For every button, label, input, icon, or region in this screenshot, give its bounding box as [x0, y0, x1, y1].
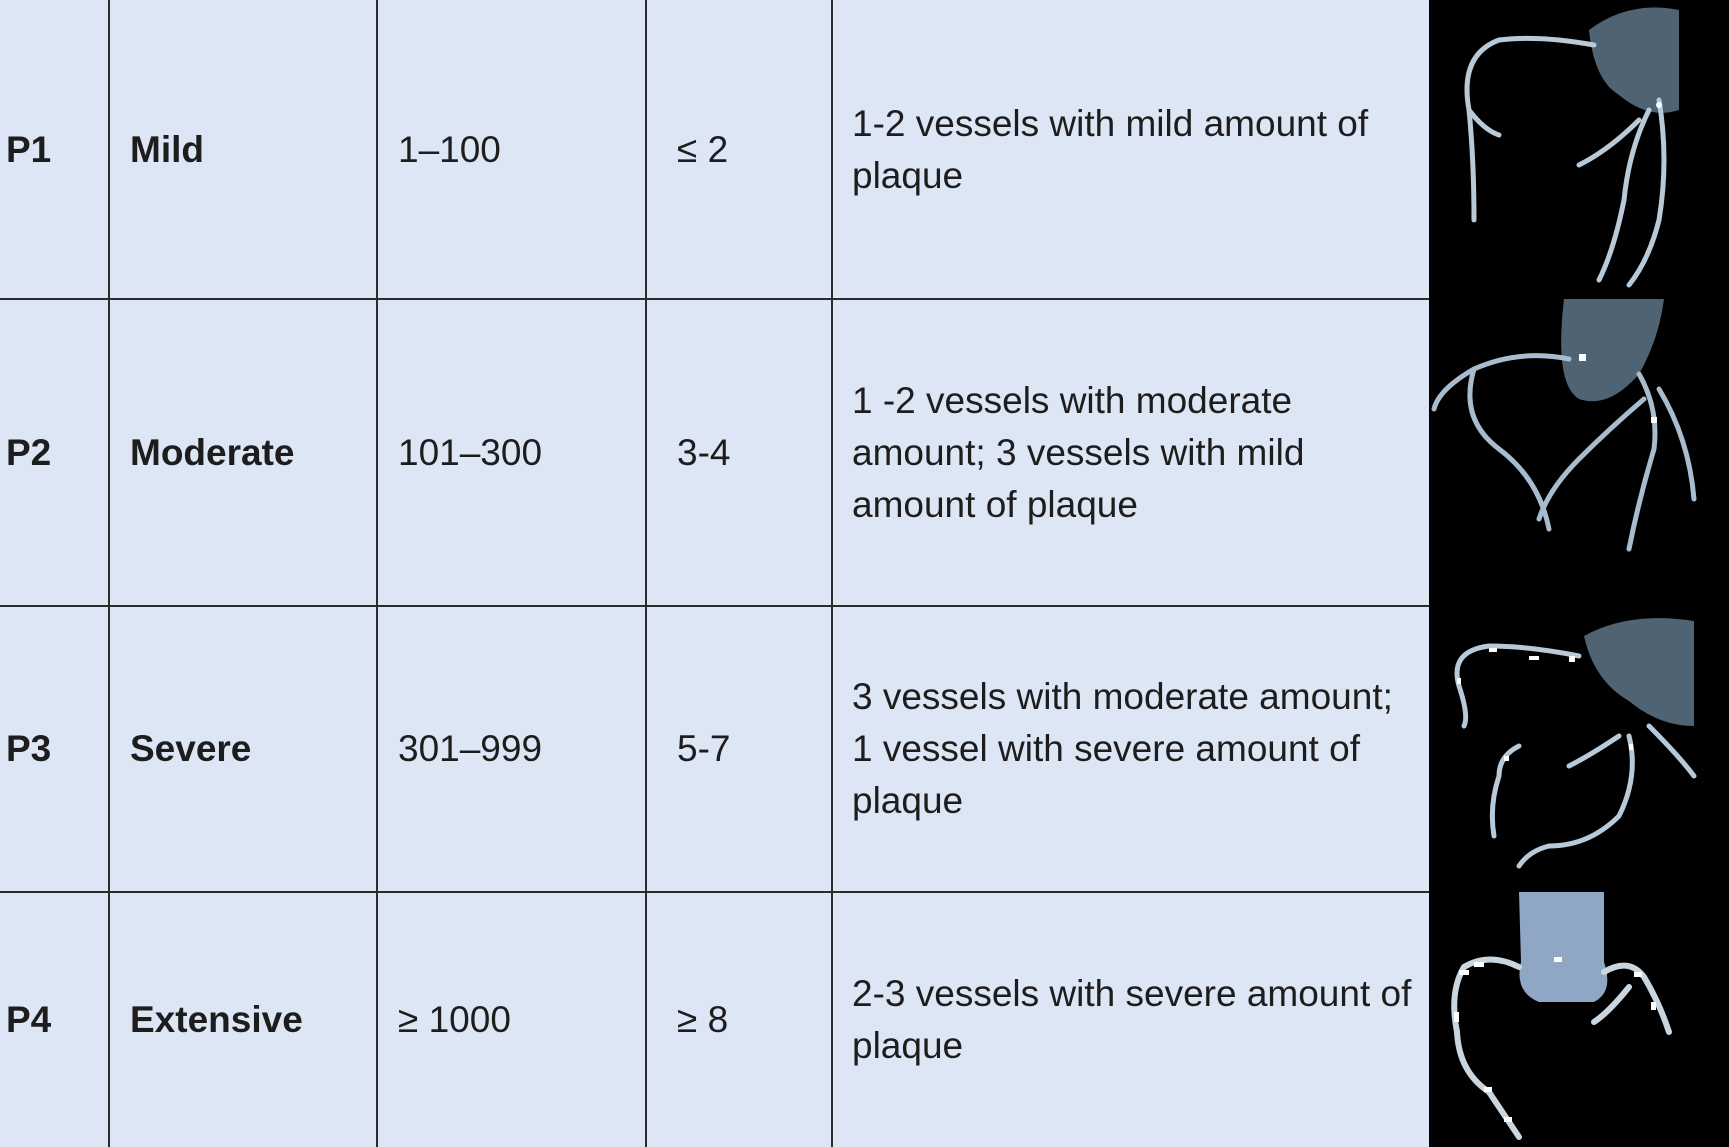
category-cell: Severe	[130, 728, 252, 769]
score-range-cell: 301–999	[398, 728, 543, 769]
grade-cell: P3	[6, 728, 52, 769]
ct-image-severe	[1429, 606, 1729, 892]
ct-image-mild	[1429, 0, 1729, 299]
score-range-cell: 101–300	[398, 431, 543, 473]
segment-count-cell: 5-7	[677, 728, 731, 769]
segment-count-cell: ≥ 8	[677, 998, 729, 1040]
category-cell: Moderate	[130, 431, 295, 473]
row-divider	[0, 298, 1429, 300]
column-divider	[108, 0, 110, 1147]
column-divider	[376, 0, 378, 1147]
table-row	[0, 892, 1729, 1147]
category-cell: Mild	[130, 128, 204, 170]
ct-image-moderate	[1429, 299, 1729, 606]
description-cell: 3 vessels with moderate amount; 1 vessel with severe amount of plaque	[852, 676, 1393, 821]
row-divider	[0, 605, 1429, 607]
category-cell: Extensive	[130, 998, 303, 1040]
grade-cell: P4	[6, 998, 52, 1040]
table-row	[0, 0, 1729, 299]
segment-count-cell: ≤ 2	[677, 128, 729, 170]
ct-image-extensive	[1429, 892, 1729, 1147]
grade-cell: P2	[6, 431, 52, 473]
segment-count-cell: 3-4	[677, 431, 731, 473]
table-row	[0, 299, 1729, 606]
row-divider	[0, 891, 1429, 893]
grade-cell: P1	[6, 128, 52, 170]
score-range-cell: 1–100	[398, 128, 501, 170]
description-cell: 1-2 vessels with mild amount of plaque	[852, 102, 1369, 196]
description-cell: 1 -2 vessels with moderate amount; 3 vessels with mild amount of plaque	[852, 379, 1305, 525]
description-cell: 2-3 vessels with severe amount of plaque	[852, 972, 1412, 1066]
column-divider	[645, 0, 647, 1147]
column-divider	[831, 0, 833, 1147]
table-row	[0, 606, 1729, 892]
score-range-cell: ≥ 1000	[398, 998, 511, 1040]
